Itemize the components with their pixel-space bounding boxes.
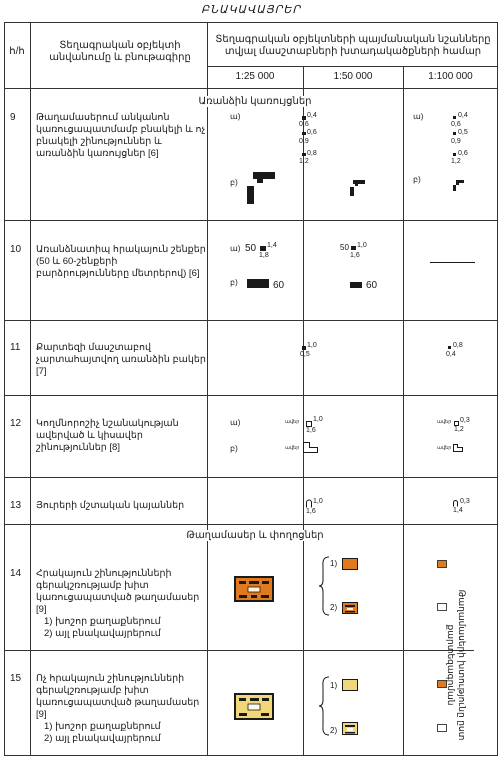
row-number: 9 <box>10 112 16 123</box>
building-footprint-icon <box>247 172 277 206</box>
dimension-label: 0,8 <box>307 150 317 157</box>
dimension-label: 0,4 <box>307 112 317 119</box>
scale-100000: 1:100 000 <box>428 71 473 82</box>
quarter-large-city-icon <box>342 558 358 570</box>
row-divider <box>4 220 498 221</box>
yurt-icon <box>453 499 458 507</box>
height-label: 60 <box>273 280 285 291</box>
not-shown-dash <box>430 262 475 263</box>
variant-label: 1) <box>330 681 338 690</box>
dimension-label: 0,8 <box>453 342 463 349</box>
building-mark <box>302 132 306 135</box>
variant-label: ա) <box>230 418 241 427</box>
building-mark <box>351 246 356 250</box>
row-divider <box>4 320 498 321</box>
row-item: 1) խոշոր քաղաքներում <box>44 616 161 627</box>
variant-label: բ) <box>230 444 238 453</box>
dimension-label: 0,9 <box>451 138 461 145</box>
row-divider <box>4 88 498 89</box>
quarter-large-city-icon <box>437 560 447 568</box>
dimension-label: 1,0 <box>307 342 317 349</box>
height-label: 50 <box>340 243 349 252</box>
section-title: Թաղամասեր և փողոցներ <box>180 530 330 541</box>
header-symbols: Տեղագրական օբյեկտների պայմանական նշանները տվյալ մասշտաբների խտադակածքների համար <box>215 34 491 57</box>
page-title: ԲՆԱԿԱՎԱՅՐԵՐ <box>200 4 301 16</box>
height-label: 60 <box>366 280 378 291</box>
dimension-label: 0,6 <box>458 150 468 157</box>
dense-fireproof-quarter-icon <box>234 576 274 602</box>
building-footprint-icon <box>350 180 370 196</box>
header-num: հ/հ <box>9 46 25 57</box>
dimension-label: 0,6 <box>299 121 309 128</box>
dense-nonfireproof-quarter-icon <box>234 693 274 720</box>
dimension-label: 1,0 <box>313 498 323 505</box>
row-description <box>36 568 206 640</box>
building-mark <box>350 282 362 288</box>
variant-label: 1) <box>330 559 338 568</box>
dimension-label: 0,3 <box>460 498 470 505</box>
building-mark <box>453 132 456 135</box>
col-divider <box>403 66 404 756</box>
yurt-icon <box>306 499 312 508</box>
col-divider <box>30 22 31 756</box>
dimension-label: 0,6 <box>307 129 317 136</box>
dimension-label: 1,4 <box>267 242 277 249</box>
row-description: Քարտեզի մասշտաբով չարտահայտվող առանձին բակեր [7] <box>36 342 206 377</box>
yard-mark <box>448 346 451 349</box>
dimension-label: 1,8 <box>259 252 269 259</box>
yard-mark <box>302 346 306 350</box>
row-description: Կողմնորոշիչ նշանակության ավերված և կիսավեր շինություններ [8] <box>36 418 179 453</box>
scale-50000: 1:50 000 <box>333 71 373 82</box>
building-mark <box>260 246 266 251</box>
ruin-label: ավեր <box>285 445 300 451</box>
row-description <box>36 673 206 745</box>
row-number: 14 <box>10 568 22 579</box>
dimension-label: 1,0 <box>357 242 367 249</box>
ruin-label: ավեր <box>437 445 452 451</box>
row-divider <box>4 650 474 651</box>
scale-25000: 1:25 000 <box>235 71 275 82</box>
row-divider <box>207 66 498 67</box>
building-mark <box>302 153 306 156</box>
dimension-label: 1,2 <box>299 158 309 165</box>
row-description: Յուրերի մշտական կայաններ <box>36 500 185 511</box>
dimension-label: 1,2 <box>454 426 464 433</box>
variant-label: բ) <box>230 278 238 287</box>
row-description: Առանձնատիպ հրակայուն շենքեր (50 և 60-շենքերի բարձրությունները մետրերով) [6] <box>36 244 206 279</box>
row-divider <box>4 395 498 396</box>
dimension-label: 0,4 <box>458 112 468 119</box>
dimension-label: 1,6 <box>350 252 360 259</box>
dimension-label: 1,0 <box>313 416 323 423</box>
dimension-label: 0,4 <box>446 351 456 358</box>
dimension-label: 1,6 <box>306 427 316 434</box>
variant-label: 2) <box>330 603 338 612</box>
ruin-label: ավեր <box>285 419 300 425</box>
dimension-label: 1,6 <box>306 508 316 515</box>
ruin-outline-icon <box>303 442 319 454</box>
row-divider <box>4 477 498 478</box>
variant-label: բ) <box>413 175 421 184</box>
col-divider <box>303 66 304 756</box>
quarter-large-city-icon <box>342 679 358 691</box>
dimension-label: 0,5 <box>458 129 468 136</box>
dimension-label: 1,2 <box>451 158 461 165</box>
variant-label: 2) <box>330 726 338 735</box>
vertical-note: Թաղամասերի խտությունը ըստ քարտեզագրման <box>446 589 467 741</box>
building-mark <box>453 153 456 156</box>
dimension-label: 1,4 <box>453 507 463 514</box>
dimension-label: 0,6 <box>451 121 461 128</box>
row-item: 1) խոշոր քաղաքներում <box>44 721 161 732</box>
building-mark <box>247 279 269 288</box>
row-item: 2) այլ բնակավայրերում <box>44 628 161 639</box>
header-name: Տեղագրական օբյեկտի անվանումը և բնութագիրը <box>49 40 191 63</box>
row-number: 10 <box>10 244 22 255</box>
row-number: 13 <box>10 500 22 511</box>
brace-icon <box>318 676 330 736</box>
quarter-other-settlement-icon <box>342 602 358 614</box>
dimension-label: 0,5 <box>300 351 310 358</box>
variant-label: ա) <box>413 112 424 121</box>
building-mark <box>453 116 456 119</box>
col-divider <box>207 22 208 756</box>
ruin-label: ավեր <box>437 419 452 425</box>
row-description: Թաղամասերում անկանոն կառուցապատմամբ բնակելի և ոչ բնակելի շինություններ և առանձին կառույցներ [6] <box>36 112 206 159</box>
building-mark <box>302 116 306 120</box>
row-text: Ոչ հրակայուն շինությունների գերակշռությամբ խիտ կառուցապատված թաղամասեր [9] <box>36 673 200 720</box>
brace-icon <box>318 556 330 616</box>
ruin-outline-icon <box>453 444 463 452</box>
dimension-label: 0,9 <box>299 138 309 145</box>
row-text: Հրակայուն շինությունների գերակշռությամբ խիտ կառուցապատված թաղամասեր [9] <box>36 568 200 615</box>
variant-label: բ) <box>230 178 238 187</box>
height-label: 50 <box>245 243 257 254</box>
row-number: 12 <box>10 418 22 429</box>
dimension-label: 0,3 <box>460 417 470 424</box>
row-item: 2) այլ բնակավայրերում <box>44 733 161 744</box>
building-footprint-icon <box>453 180 465 192</box>
variant-label: ա) <box>230 244 241 253</box>
variant-label: ա) <box>230 112 241 121</box>
row-number: 11 <box>10 342 21 353</box>
quarter-other-settlement-icon <box>342 722 358 735</box>
row-number: 15 <box>10 673 22 684</box>
section-title: Առանձին կառույցներ <box>190 96 320 107</box>
row-divider <box>4 524 498 525</box>
